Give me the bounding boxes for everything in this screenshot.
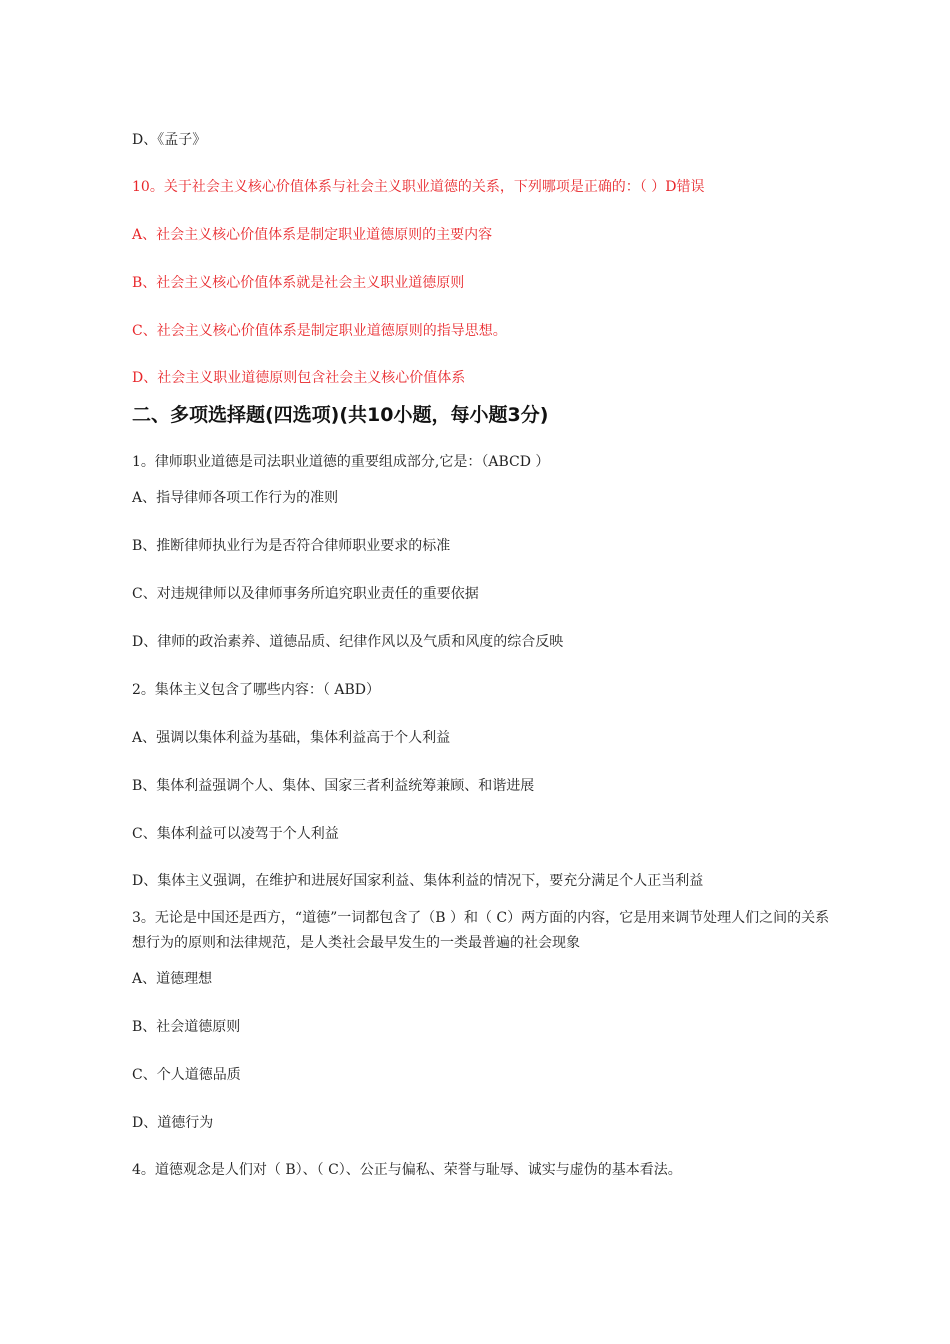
- q1-option-d: D、律师的政治素养、道德品质、纪律作风以及气质和风度的综合反映: [132, 634, 564, 650]
- q2-option-d: D、集体主义强调，在维护和进展好国家利益、集体利益的情况下，要充分满足个人正当利益: [132, 873, 704, 889]
- q3-option-a: A、道德理想: [132, 971, 213, 987]
- q1-option-c: C、对违规律师以及律师事务所追究职业责任的重要依据: [132, 586, 479, 602]
- q3-option-d: D、道德行为: [132, 1115, 214, 1131]
- q10-option-b: B、社会主义核心价值体系就是社会主义职业道德原则: [132, 275, 465, 291]
- q2-option-c: C、集体利益可以凌驾于个人利益: [132, 826, 339, 842]
- q10-question: 10。关于社会主义核心价值体系与社会主义职业道德的关系，下列哪项是正确的：（ ）D错误: [132, 179, 705, 195]
- q4-question: 4。道德观念是人们对（ B）、（ C）、公正与偏私、荣誉与耻辱、诚实与虚伪的基本看法。: [132, 1162, 682, 1178]
- q3-question-line2: 想行为的原则和法律规范，是人类社会最早发生的一类最普遍的社会现象: [132, 935, 580, 951]
- q1-question: 1。律师职业道德是司法职业道德的重要组成部分,它是：（ABCD ）: [132, 454, 550, 470]
- q1-option-a: A、指导律师各项工作行为的准则: [132, 490, 339, 506]
- prev-question-option-d: D、《孟子》: [132, 132, 207, 148]
- q10-option-c: C、社会主义核心价值体系是制定职业道德原则的指导思想。: [132, 323, 507, 339]
- q3-option-b: B、社会道德原则: [132, 1019, 241, 1035]
- q2-question: 2。集体主义包含了哪些内容：（ ABD）: [132, 682, 380, 698]
- q2-option-a: A、强调以集体利益为基础，集体利益高于个人利益: [132, 730, 451, 746]
- q2-option-b: B、集体利益强调个人、集体、国家三者利益统筹兼顾、和谐进展: [132, 778, 535, 794]
- section-heading-multiple-choice: 二、多项选择题(四选项)(共10小题，每小题3分): [132, 404, 549, 426]
- q10-option-d: D、社会主义职业道德原则包含社会主义核心价值体系: [132, 370, 466, 386]
- q1-option-b: B、推断律师执业行为是否符合律师职业要求的标准: [132, 538, 451, 554]
- q3-option-c: C、个人道德品质: [132, 1067, 241, 1083]
- q3-question-line1: 3。无论是中国还是西方，“道德”一词都包含了（B ）和（ C）两方面的内容，它是用来调节处理人们之间的关系: [132, 910, 830, 926]
- q10-option-a: A、社会主义核心价值体系是制定职业道德原则的主要内容: [132, 227, 493, 243]
